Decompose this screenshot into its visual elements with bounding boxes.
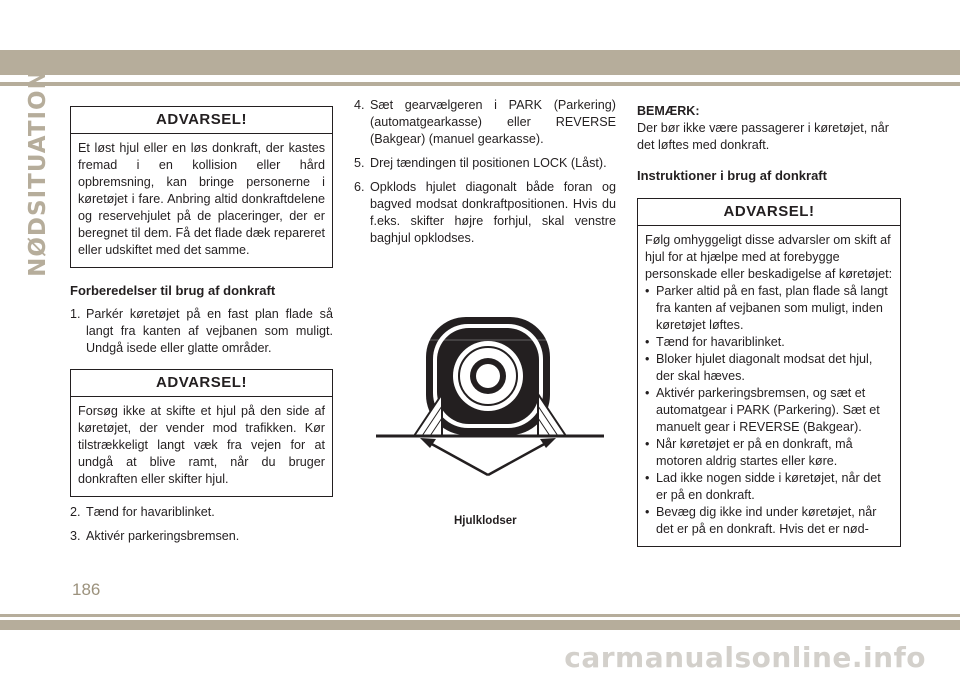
watermark: carmanualsonline.info — [564, 641, 926, 674]
section-heading-instructions: Instruktioner i brug af donkraft — [637, 168, 827, 183]
section-heading-prep: Forberedelser til brug af donkraft — [70, 283, 276, 298]
warning-body-1: Et løst hjul eller en løs donkraft, der kastes fremad i en kollision eller hård opbremsning, kan bringe personerne i køretøjet i fare. Anbring altid donkraftdelene og reservehjulet på de placeringer, der er beregnet til dem. Få det flade dæk repareret eller udskiftet med det samme. — [78, 141, 325, 257]
warning-box-1 — [70, 106, 333, 268]
header-band — [0, 50, 960, 75]
list-item: 4. Sæt gearvælgeren i PARK (Parkering) (automatgearkasse) eller REVERSE (Bakgear) (manuel gearkasse). — [354, 98, 616, 146]
section-tab-label: NØDSITUATION — [25, 69, 51, 277]
page-number: 186 — [72, 580, 101, 599]
arrow-left-icon — [420, 438, 488, 475]
warning-title-1: ADVARSEL! — [71, 107, 332, 134]
warning-box-2 — [70, 369, 333, 497]
list-item: 1. Parkér køretøjet på en fast plan flade så langt fra kanten af vejbanen som muligt. Undgå isede eller glatte områder. — [70, 307, 333, 355]
warning-intro: Følg omhyggeligt disse advarsler om skift af hjul for at hjælpe med at forebygge personskade eller beskadigelse af køretøjet: — [645, 233, 893, 281]
list-item: • Parker altid på en fast, plan flade så langt fra kanten af vejbanen som muligt, inden køretøjet løftes. — [645, 283, 893, 334]
steps-list-2 — [70, 504, 333, 545]
footer-band — [0, 620, 960, 630]
steps-list-3 — [354, 97, 616, 247]
column-3 — [637, 103, 901, 547]
header-rule — [0, 82, 960, 86]
column-2 — [354, 97, 616, 247]
chock-right — [538, 394, 566, 436]
warning-body-2: Forsøg ikke at skifte et hjul på den side af køretøjet, der vender mod trafikken. Kør tilstrækkeligt langt væk fra vejen for at undgå at blive ramt, når du bruger donkraften eller skifter hjul. — [78, 404, 325, 486]
arrow-right-icon — [488, 438, 556, 475]
list-item: • Aktivér parkeringsbremsen, og sæt et automatgear i PARK (Parkering). Sæt et manuelt gear i REVERSE (Bakgear). — [645, 385, 893, 436]
tire-icon — [426, 317, 550, 435]
footer-rule — [0, 614, 960, 617]
note-label: BEMÆRK: — [637, 104, 700, 118]
column-1 — [70, 106, 333, 545]
wheel-chocks-illustration — [370, 300, 610, 500]
list-item: 5. Drej tændingen til positionen LOCK (Låst). — [354, 156, 607, 170]
warning-box-3 — [637, 198, 901, 547]
list-item: • Bevæg dig ikke ind under køretøjet, når det er på en donkraft. Hvis det er nød- — [645, 504, 893, 538]
section-tab — [24, 69, 52, 277]
list-item: 3. Aktivér parkeringsbremsen. — [70, 529, 240, 543]
list-item: • Tænd for havariblinket. — [645, 334, 893, 351]
note-text: Der bør ikke være passagerer i køretøjet, når det løftes med donkraft. — [637, 121, 889, 152]
warning-title-2: ADVARSEL! — [71, 370, 332, 397]
warning-bullets — [645, 283, 893, 538]
list-item: • Lad ikke nogen sidde i køretøjet, når det er på en donkraft. — [645, 470, 893, 504]
list-item: • Bloker hjulet diagonalt modsat det hjul, der skal hæves. — [645, 351, 893, 385]
list-item: 2. Tænd for havariblinket. — [70, 505, 215, 519]
steps-list-1 — [70, 306, 333, 357]
warning-title-3: ADVARSEL! — [638, 199, 900, 226]
figure-caption: Hjulklodser — [454, 515, 517, 527]
warning-body-3 — [638, 226, 900, 546]
list-item: 6. Opklods hjulet diagonalt både foran og bagved modsat donkraftpositionen. Hvis du f.eks. skifter højre forhjul, skal venstre baghjul opklodses. — [354, 180, 616, 245]
list-item: • Når køretøjet er på en donkraft, må motoren aldrig startes eller køre. — [645, 436, 893, 470]
